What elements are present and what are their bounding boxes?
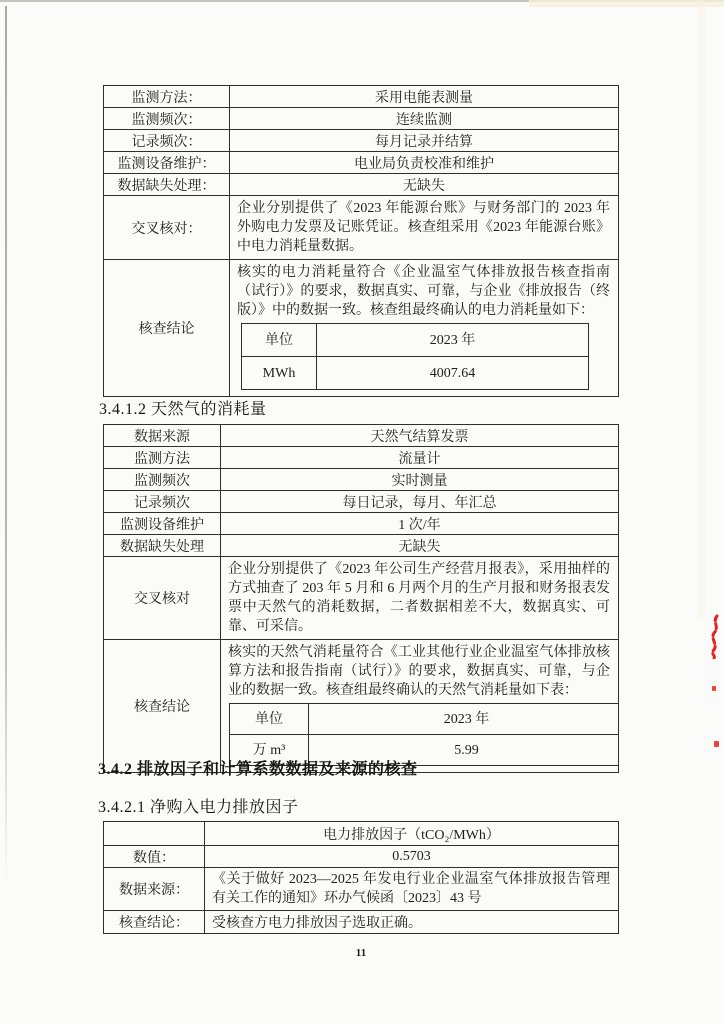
data-source-text: 《关于做好 2023—2025 年发电行业企业温室气体排放报告管理有关工作的通知》环办气候函〔2023〕43 号 bbox=[205, 868, 619, 911]
table-row bbox=[104, 846, 619, 868]
table-row bbox=[104, 491, 619, 513]
scan-top-cream-band bbox=[529, 0, 724, 7]
row-value: 无缺失 bbox=[230, 174, 619, 196]
row-value: 连续监测 bbox=[230, 108, 619, 130]
row-label: 监测设备维护 bbox=[104, 513, 221, 535]
cross-check-text: 企业分别提供了《2023 年能源台账》与财务部门的 2023 年外购电力发票及记账凭证。核查组采用《2023 年能源台账》中电力消耗量数据。 bbox=[230, 196, 619, 260]
value-cell: 4007.64 bbox=[317, 357, 589, 390]
gas-monitoring-table bbox=[103, 424, 619, 773]
section-heading-342: 3.4.2 排放因子和计算系数数据及来源的核查 bbox=[98, 761, 418, 778]
row-value: 每月记录并结算 bbox=[230, 130, 619, 152]
table-row bbox=[104, 535, 619, 557]
row-label: 核查结论 bbox=[104, 640, 221, 773]
table-row bbox=[242, 357, 589, 390]
unit-cell: 万 m³ bbox=[230, 735, 309, 766]
table-row bbox=[104, 130, 619, 152]
conclusion-text: 核实的电力消耗量符合《企业温室气体排放报告核查指南（试行）》的要求，数据真实、可靠，与企业《排放报告（终版）》中的数据一致。核查组最终确认的电力消耗量如下： bbox=[237, 265, 610, 318]
row-label: 记录频次： bbox=[104, 130, 230, 152]
row-label: 数值： bbox=[104, 846, 205, 868]
row-label: 监测设备维护： bbox=[104, 152, 230, 174]
table-row bbox=[242, 324, 589, 357]
unit-cell: MWh bbox=[242, 357, 317, 390]
row-label: 交叉核对： bbox=[104, 196, 230, 260]
row-label: 数据缺失处理： bbox=[104, 174, 230, 196]
red-ink-dot bbox=[712, 686, 716, 691]
year-header-cell: 2023 年 bbox=[317, 324, 589, 357]
row-label: 记录频次 bbox=[104, 491, 221, 513]
row-label: 监测频次 bbox=[104, 469, 221, 491]
conclusion-row bbox=[104, 640, 619, 773]
empty-header-cell bbox=[104, 822, 205, 846]
header-row bbox=[104, 822, 619, 846]
row-value: 天然气结算发票 bbox=[221, 425, 619, 447]
conclusion-cell bbox=[230, 260, 619, 397]
red-ink-dash bbox=[714, 741, 719, 747]
row-value: 采用电能表测量 bbox=[230, 86, 619, 108]
scan-left-edge bbox=[5, 6, 7, 886]
section-heading-3421: 3.4.2.1 净购入电力排放因子 bbox=[98, 799, 299, 816]
table-row bbox=[104, 447, 619, 469]
factor-value: 0.5703 bbox=[205, 846, 619, 868]
table-row bbox=[104, 425, 619, 447]
cross-check-text: 企业分别提供了《2023 年公司生产经营月报表》，采用抽样的方式抽查了 203 年 5 月和 6 月两个月的生产月报和财务报表发票中天然气的消耗数据，二者数据相差不大，数据真实、可靠、可采信。 bbox=[221, 557, 619, 640]
emission-factor-table bbox=[103, 821, 619, 934]
year-header-cell: 2023 年 bbox=[309, 704, 619, 735]
table-row bbox=[104, 911, 619, 934]
row-label: 核查结论 bbox=[104, 260, 230, 397]
electricity-monitoring-table bbox=[103, 85, 619, 397]
electricity-result-table bbox=[241, 323, 589, 390]
unit-header-cell: 单位 bbox=[242, 324, 317, 357]
conclusion-text: 受核查方电力排放因子选取正确。 bbox=[205, 911, 619, 934]
row-value: 1 次/年 bbox=[221, 513, 619, 535]
row-label: 监测方法： bbox=[104, 86, 230, 108]
scan-right-strip bbox=[697, 0, 705, 620]
table-row bbox=[104, 108, 619, 130]
table-row bbox=[104, 469, 619, 491]
row-value: 无缺失 bbox=[221, 535, 619, 557]
row-value: 实时测量 bbox=[221, 469, 619, 491]
table-row bbox=[104, 174, 619, 196]
cross-check-row bbox=[104, 196, 619, 260]
conclusion-row bbox=[104, 260, 619, 397]
value-cell: 5.99 bbox=[309, 735, 619, 766]
table-row bbox=[104, 513, 619, 535]
page-number: 11 bbox=[355, 947, 367, 959]
row-value: 电业局负责校准和维护 bbox=[230, 152, 619, 174]
section-heading-3412: 3.4.1.2 天然气的消耗量 bbox=[99, 401, 267, 418]
unit-header-cell: 单位 bbox=[230, 704, 309, 735]
table-row bbox=[230, 704, 619, 735]
row-label: 数据缺失处理 bbox=[104, 535, 221, 557]
table-row bbox=[104, 868, 619, 911]
conclusion-text: 核实的天然气消耗量符合《工业其他行业企业温室气体排放核算方法和报告指南（试行）》的要求，数据真实、可靠，与企业的数据一致。核查组最终确认的天然气消耗量如下表： bbox=[228, 645, 610, 698]
row-label: 交叉核对 bbox=[104, 557, 221, 640]
row-value: 流量计 bbox=[221, 447, 619, 469]
factor-header: 电力排放因子（tCO₂/MWh） bbox=[205, 822, 619, 846]
cross-check-row bbox=[104, 557, 619, 640]
row-label: 数据来源 bbox=[104, 425, 221, 447]
row-value: 每日记录，每月、年汇总 bbox=[221, 491, 619, 513]
row-label: 监测频次： bbox=[104, 108, 230, 130]
conclusion-cell bbox=[221, 640, 619, 773]
table-row bbox=[104, 152, 619, 174]
red-ink-squiggle bbox=[707, 614, 724, 659]
row-label: 监测方法 bbox=[104, 447, 221, 469]
row-label: 核查结论： bbox=[104, 911, 205, 934]
table-row bbox=[104, 86, 619, 108]
row-label: 数据来源： bbox=[104, 868, 205, 911]
